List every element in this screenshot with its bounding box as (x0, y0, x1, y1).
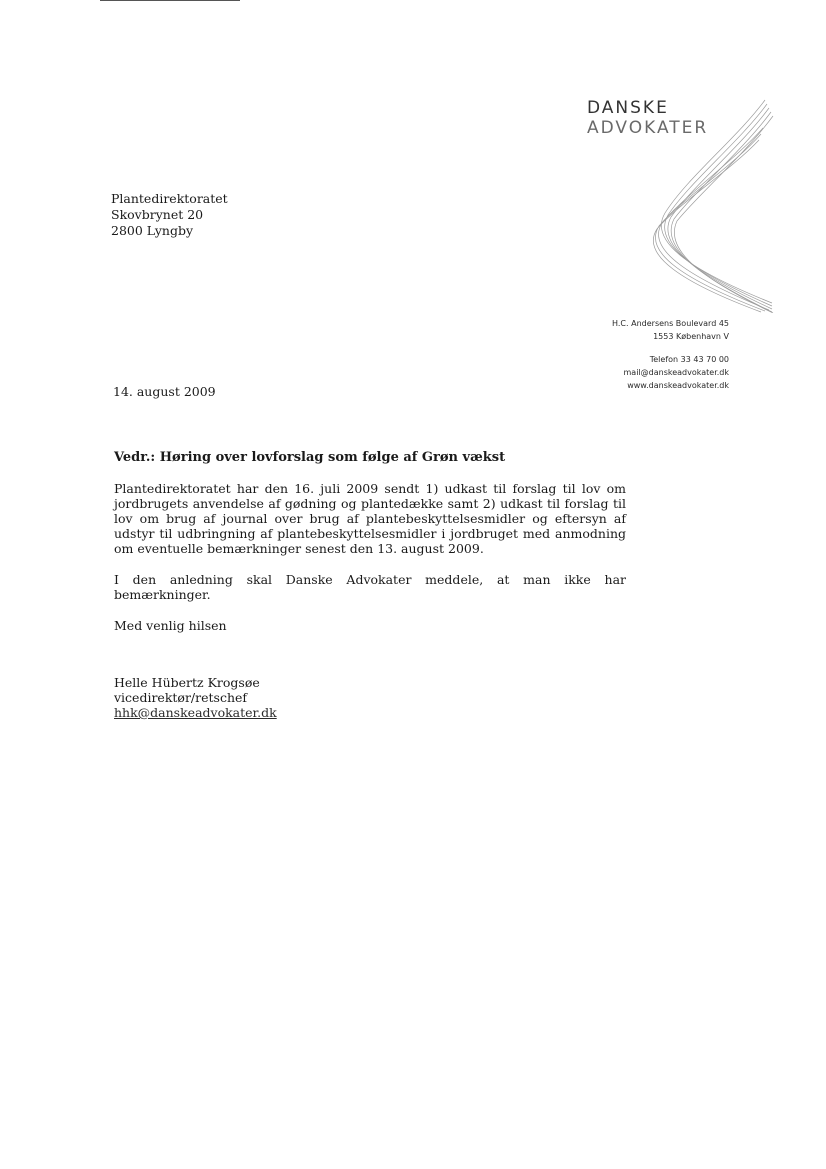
sender-postal: 1553 København V (653, 332, 729, 341)
sender-contact-block (612, 317, 729, 392)
danske-advokater-logo (587, 98, 777, 313)
letter-paragraph-1: Plantedirektoratet har den 16. juli 2009 sendt 1) udkast til forslag til lov om jordbrugets anvendelse af gødning og plantedække samt 2) udkast til forslag til lov om brug af journal over brug af plantebeskyttelsesmidler og eftersyn af udstyr til udbringning af plantebeskyttelsesmidler i jordbruget med anmodning om eventuelle bemærkninger senest den 13. august 2009. (114, 481, 626, 556)
recipient-street: Skovbrynet 20 (111, 207, 204, 222)
letter-subject: Vedr.: Høring over lovforslag som følge af Grøn vækst (114, 450, 506, 465)
logo-word-advokater: ADVOKATER (587, 118, 709, 138)
recipient-name: Plantedirektoratet (111, 191, 228, 206)
signature-name: Helle Hübertz Krogsøe (114, 675, 260, 690)
signature-email-link[interactable]: hhk@danskeadvokater.dk (114, 705, 277, 720)
signature-title: vicedirektør/retschef (114, 690, 248, 705)
letter-paragraph-2: I den anledning skal Danske Advokater meddele, at man ikke har bemærkninger. (114, 572, 626, 602)
letter-date: 14. august 2009 (113, 384, 216, 399)
sender-email: mail@danskeadvokater.dk (623, 368, 729, 377)
recipient-city: 2800 Lyngby (111, 223, 194, 238)
scan-artifact-line (100, 0, 240, 1)
sender-address: H.C. Andersens Boulevard 45 (612, 319, 729, 328)
letter-closing: Med venlig hilsen (114, 618, 227, 633)
sender-web: www.danskeadvokater.dk (627, 381, 729, 390)
sender-phone: Telefon 33 43 70 00 (649, 355, 729, 364)
logo-word-danske: DANSKE (587, 98, 669, 118)
letter-body (114, 450, 626, 720)
recipient-address (111, 191, 228, 239)
